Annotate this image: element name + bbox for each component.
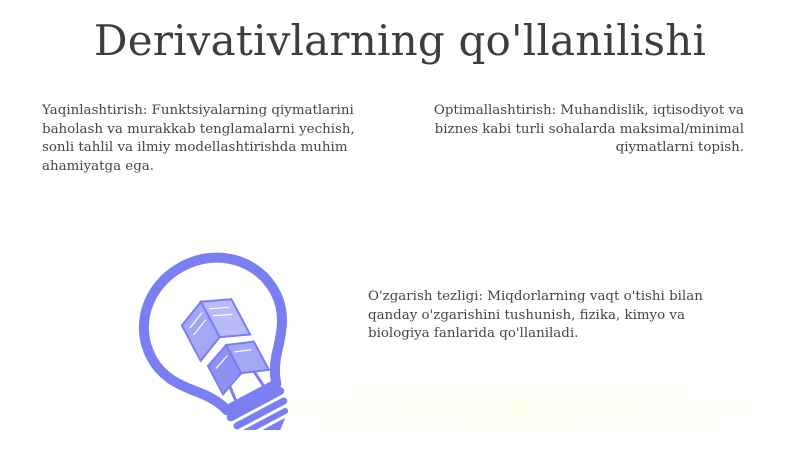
optimization-text: Optimallashtirish: Muhandislik, iqtisodiyot va biznes kabi turli sohalarda maksimal/minimal qiymatlarni topish. [433,103,744,155]
rate-of-change-text: O'zgarish tezligi: Miqdorlarning vaqt o'tishi bilan qanday o'zgarishini tushunish, fizika, kimyo va biologiya fanlarida qo'llaniladi. [368,289,703,341]
lightbulb-book-icon [96,250,316,430]
soft-glow-decoration [250,380,790,440]
slide-title: Derivativlarning qo'llanilishi [93,16,707,65]
approximation-text: Yaqinlashtirish: Funktsiyalarning qiymatlarini baholash va murakkab tenglamalarni yechish, sonli tahlil va ilmiy modellashtirishda muhim ahamiyatga ega. [42,103,355,174]
